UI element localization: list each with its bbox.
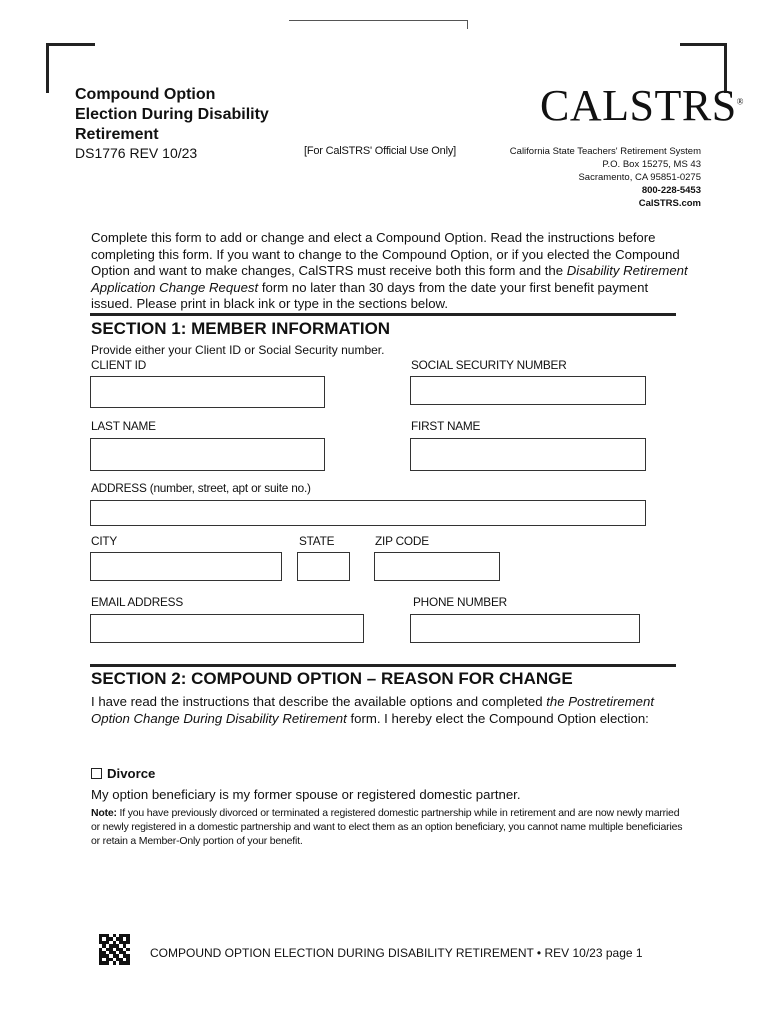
- logo-text: CALSTRS: [540, 81, 737, 130]
- email-field[interactable]: [90, 614, 364, 643]
- divorce-option-label: Divorce: [107, 766, 156, 781]
- org-city: Sacramento, CA 95851-0275: [578, 172, 701, 183]
- city-label: CITY: [91, 534, 118, 548]
- ssn-field[interactable]: [410, 376, 646, 405]
- first-name-field[interactable]: [410, 438, 646, 471]
- first-name-label: FIRST NAME: [411, 419, 481, 433]
- section2-rule: [90, 664, 676, 667]
- last-name-label: LAST NAME: [91, 419, 156, 433]
- qr-code: [99, 934, 130, 965]
- logo-registered-mark: ®: [736, 96, 745, 107]
- divorce-option[interactable]: [91, 765, 155, 782]
- form-title-line: Retirement: [75, 126, 159, 143]
- calstrs-logo: [540, 80, 744, 131]
- section1-rule: [90, 313, 676, 316]
- org-po-box: P.O. Box 15275, MS 43: [602, 159, 701, 170]
- client-id-field[interactable]: [90, 376, 325, 408]
- section2-title: SECTION 2: COMPOUND OPTION – REASON FOR CHANGE: [91, 669, 573, 688]
- section2-statement: I have read the instructions that describe the available options and completed the Postretirement Option Change During Disability Retirement form. I hereby elect the Compound Option election:: [91, 694, 655, 726]
- form-title-line: Compound Option: [75, 86, 216, 103]
- zip-label: ZIP CODE: [375, 534, 429, 548]
- city-field[interactable]: [90, 552, 282, 581]
- ssn-label: SOCIAL SECURITY NUMBER: [411, 358, 567, 372]
- client-id-label: CLIENT ID: [91, 358, 147, 372]
- state-field[interactable]: [297, 552, 350, 581]
- top-marker-tick: [467, 20, 468, 29]
- section1-instruction: Provide either your Client ID or Social Security number.: [91, 343, 385, 357]
- note-label: Note:: [91, 807, 117, 819]
- divorce-option-description: My option beneficiary is my former spouse or registered domestic partner.: [91, 787, 521, 802]
- address-label: ADDRESS (number, street, apt or suite no.): [91, 481, 311, 495]
- address-field[interactable]: [90, 500, 646, 526]
- org-phone: 800-228-5453: [641, 185, 701, 196]
- form-title-line: Election During Disability: [75, 106, 269, 123]
- top-marker-line: [289, 20, 468, 21]
- org-website: CalSTRS.com: [638, 198, 701, 209]
- page-footer: COMPOUND OPTION ELECTION DURING DISABILITY RETIREMENT • REV 10/23 page 1: [150, 946, 643, 960]
- section1-title: SECTION 1: MEMBER INFORMATION: [91, 319, 391, 338]
- org-address-block: [510, 145, 701, 210]
- note-paragraph: [91, 806, 687, 848]
- email-label: EMAIL ADDRESS: [91, 595, 184, 609]
- phone-label: PHONE NUMBER: [413, 595, 507, 609]
- form-title: [75, 85, 269, 145]
- org-name: California State Teachers' Retirement System: [509, 146, 701, 157]
- zip-field[interactable]: [374, 552, 500, 581]
- last-name-field[interactable]: [90, 438, 325, 471]
- form-number: DS1776 REV 10/23: [75, 145, 198, 161]
- note-text: If you have previously divorced or terminated a registered domestic partnership while in retirement and are now newly married or newly registered in a domestic partnership and want to elect them as an option beneficiary, you cannot name multiple beneficiaries or retain a Member-Only portion of your benefit.: [91, 807, 683, 847]
- official-use-label: [For CalSTRS' Official Use Only]: [304, 145, 456, 157]
- phone-field[interactable]: [410, 614, 640, 643]
- intro-paragraph: Complete this form to add or change and elect a Compound Option. Read the instructions before completing this form. If you want to change to the Compound Option, or if you elected the Compound Option and want to make changes, CalSTRS must receive both this form and the Disability Retirement Application Change Request form no later than 30 days from the date your first benefit payment issued. Please print in black ink or type in the sections below.: [91, 230, 688, 311]
- state-label: STATE: [299, 534, 335, 548]
- divorce-checkbox[interactable]: [91, 768, 102, 779]
